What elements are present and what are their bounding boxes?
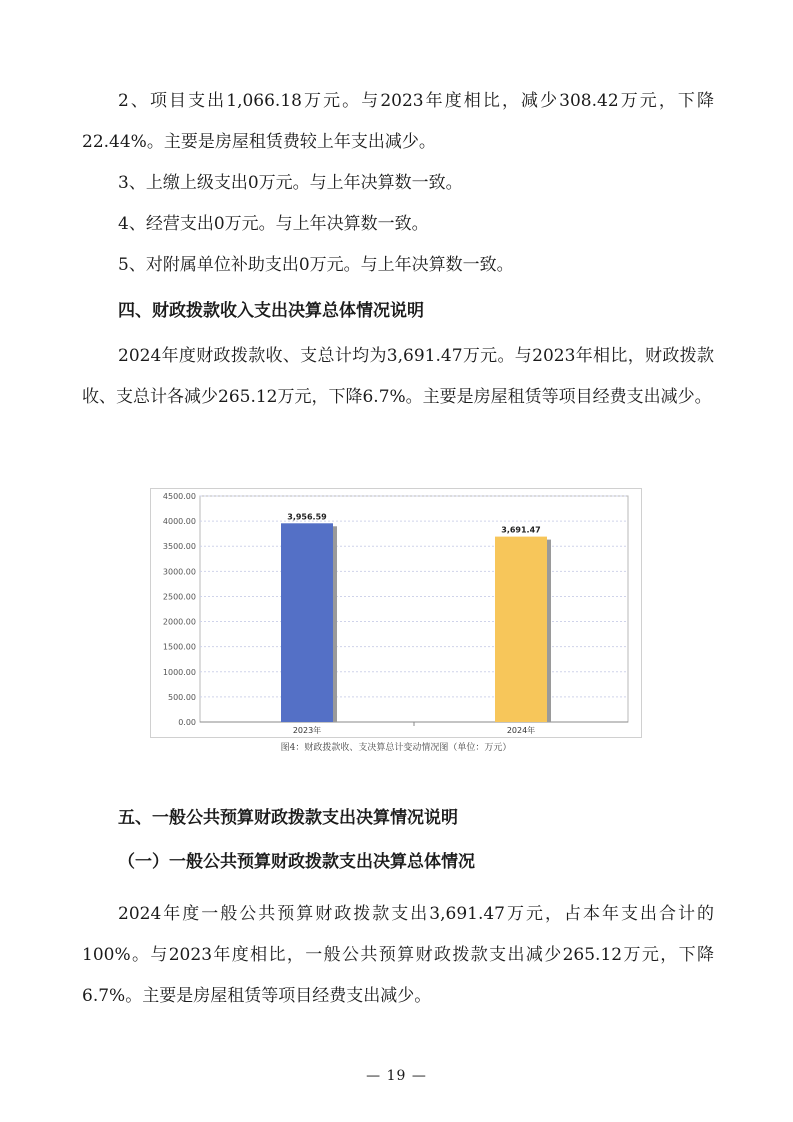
bar-1 xyxy=(281,523,333,722)
bar-chart xyxy=(150,488,642,753)
chart-caption: 图4：财政拨款收、支决算总计变动情况图（单位：万元） xyxy=(280,743,512,753)
chart-canvas xyxy=(150,488,642,738)
y-tick-label: 0.00 xyxy=(178,718,196,727)
y-tick-label: 1000.00 xyxy=(162,667,196,677)
y-tick-label: 2500.00 xyxy=(162,592,196,602)
bar-value-label: 3,691.47 xyxy=(501,525,541,535)
page-number: — 19 — xyxy=(366,1068,427,1084)
paragraph-fiscal-total: 2024年度财政拨款收、支总计均为3,691.47万元。与2023年相比，财政拨款收、支总计各减少265.12万元，下降6.7%。主要是房屋租赁等项目经费支出减少。 xyxy=(82,346,714,407)
paragraph-subsidiary-subsidy: 5、对附属单位补助支出0万元。与上年决算数一致。 xyxy=(118,255,514,275)
paragraph-upper-payment: 3、上缴上级支出0万元。与上年决算数一致。 xyxy=(118,173,463,193)
plot-area xyxy=(200,496,628,722)
y-tick-label: 3500.00 xyxy=(162,542,196,552)
x-tick-label: 2024年 xyxy=(506,726,536,735)
paragraph-project-expenditure: 2、项目支出1,066.18万元。与2023年度相比，减少308.42万元，下降22.44%。主要是房屋租赁费较上年支出减少。 xyxy=(82,91,714,152)
paragraph-operating-expenditure: 4、经营支出0万元。与上年决算数一致。 xyxy=(118,214,429,234)
y-tick-label: 1500.00 xyxy=(162,642,196,652)
y-tick-label: 4500.00 xyxy=(162,492,196,501)
x-tick-label: 2023年 xyxy=(292,726,322,735)
y-tick-label: 2000.00 xyxy=(162,617,196,627)
y-tick-label: 4000.00 xyxy=(162,517,196,527)
y-tick-label: 3000.00 xyxy=(162,567,196,577)
section-heading-5: 五、一般公共预算财政拨款支出决算情况说明 xyxy=(118,808,458,828)
section-heading-4: 四、财政拨款收入支出决算总体情况说明 xyxy=(118,301,424,321)
subsection-heading-5-1: （一）一般公共预算财政拨款支出决算总体情况 xyxy=(118,852,475,872)
bar-2 xyxy=(495,537,547,722)
bar-value-label: 3,956.59 xyxy=(287,512,327,522)
y-tick-label: 500.00 xyxy=(168,692,196,702)
paragraph-general-budget: 2024年度一般公共预算财政拨款支出3,691.47万元，占本年支出合计的100%。与2023年度相比，一般公共预算财政拨款支出减少265.12万元，下降6.7%。主要是房屋租赁等项目经费支出减少。 xyxy=(82,904,714,1006)
